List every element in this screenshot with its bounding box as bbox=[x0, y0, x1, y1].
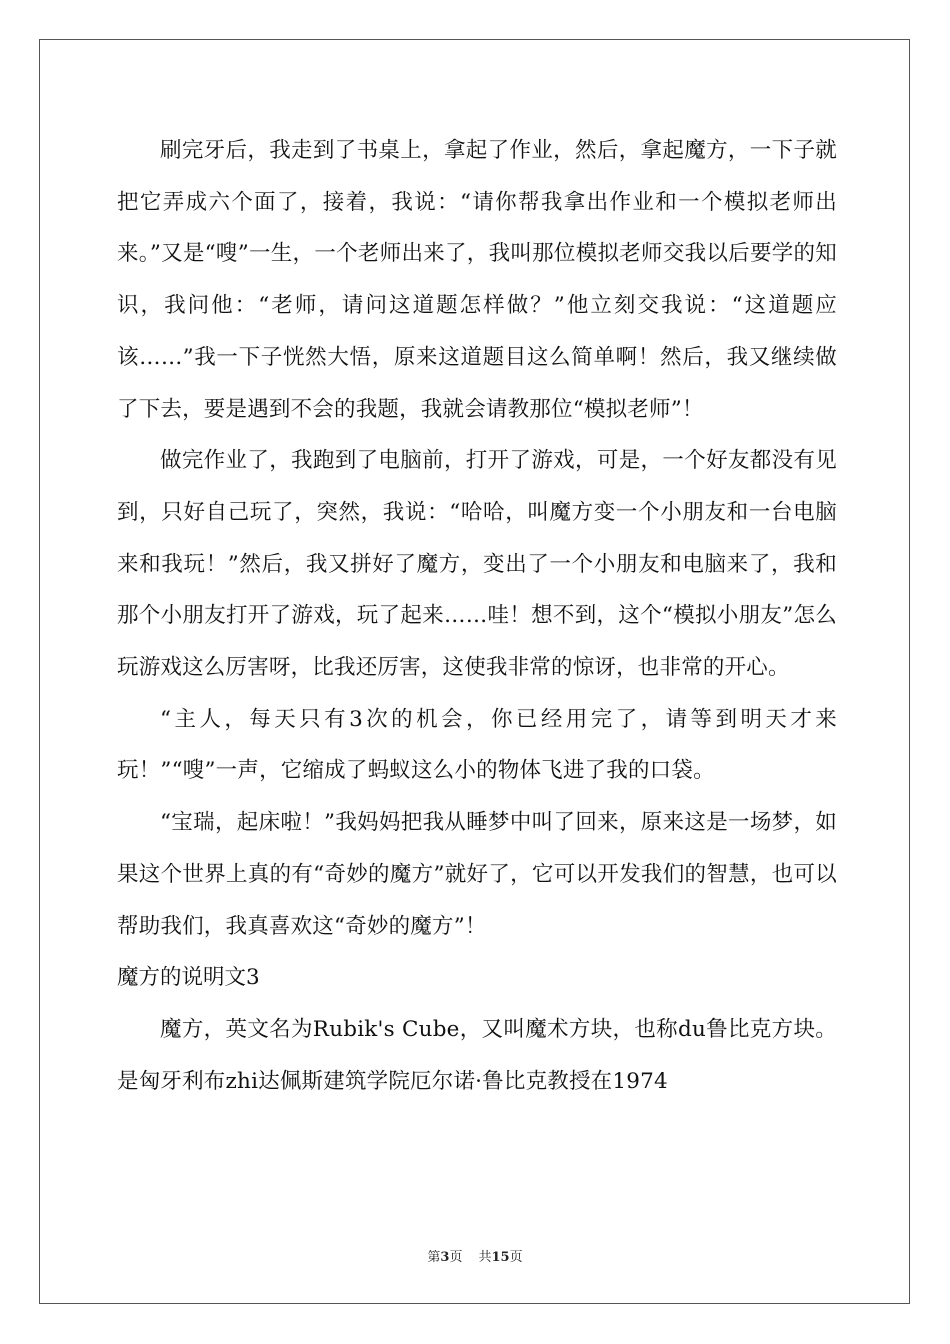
section-paragraph: 魔方，英文名为Rubik's Cube，又叫魔术方块，也称du鲁比克方块。是匈牙利布zhi达佩斯建筑学院厄尔诺·鲁比克教授在1974 bbox=[117, 1016, 837, 1094]
paragraph-3: “主人，每天只有3次的机会，你已经用完了，请等到明天才来玩！”“嗖”一声，它缩成了蚂蚁这么小的物体飞进了我的口袋。 bbox=[117, 706, 837, 784]
page-footer bbox=[0, 1246, 950, 1265]
page-total: 共15页 bbox=[478, 1250, 523, 1265]
paragraph-1: 刷完牙后，我走到了书桌上，拿起了作业，然后，拿起魔方，一下子就把它弄成六个面了，接着，我说：“请你帮我拿出作业和一个模拟老师出来。”又是“嗖”一生，一个老师出来了，我叫那位模拟老师交我以后要学的知识，我问他：“老师，请问这道题怎样做？”他立刻交我说：“这道题应该……”我一下子恍然大悟，原来这道题目这么简单啊！然后，我又继续做了下去，要是遇到不会的我题，我就会请教那位“模拟老师”！ bbox=[117, 138, 837, 422]
section-title: 魔方的说明文3 bbox=[117, 965, 260, 991]
paragraph-2: 做完作业了，我跑到了电脑前，打开了游戏，可是，一个好友都没有见到，只好自己玩了，突然，我说：“哈哈，叫魔方变一个小朋友和一台电脑来和我玩！”然后，我又拼好了魔方，变出了一个小朋友和电脑来了，我和那个小朋友打开了游戏，玩了起来……哇！想不到，这个“模拟小朋友”怎么玩游戏这么厉害呀，比我还厉害，这使我非常的惊讶，也非常的开心。 bbox=[117, 448, 837, 681]
paragraph-4: “宝瑞，起床啦！”我妈妈把我从睡梦中叫了回来，原来这是一场梦，如果这个世界上真的有“奇妙的魔方”就好了，它可以开发我们的智慧，也可以帮助我们，我真喜欢这“奇妙的魔方”！ bbox=[117, 810, 837, 939]
page-number: 第3页 bbox=[427, 1250, 463, 1265]
document-body bbox=[117, 125, 837, 1107]
